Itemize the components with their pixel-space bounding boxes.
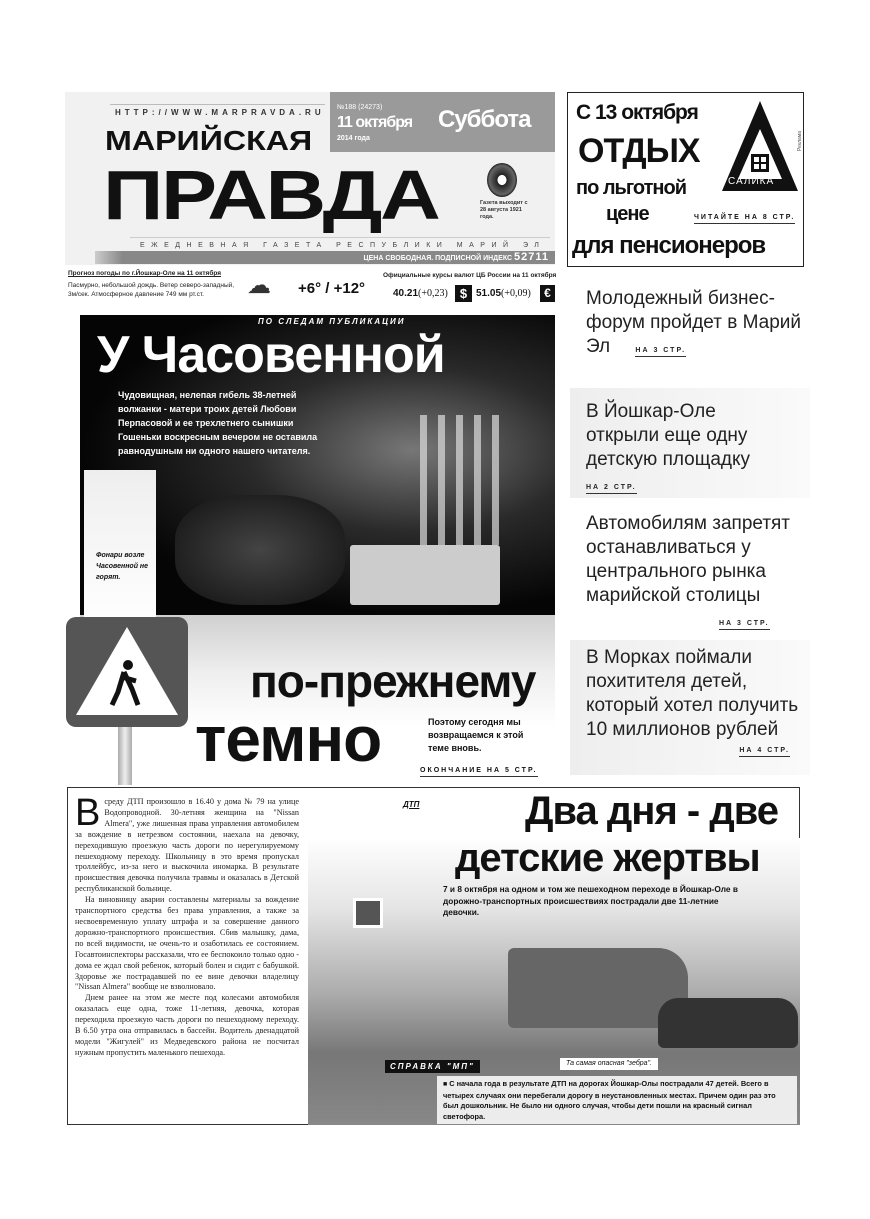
teaser-page[interactable]: НА 3 СТР.: [719, 619, 770, 630]
trees-image: [175, 495, 345, 605]
temperature: +6° / +12°: [298, 280, 366, 297]
truck-image: [350, 545, 500, 605]
dollar-icon: $: [455, 285, 472, 302]
weather-heading: Прогноз погоды по г.Йошкар-Оле на 11 октября: [68, 270, 222, 277]
lead-continued-link[interactable]: ОКОНЧАНИЕ НА 5 СТР.: [420, 766, 538, 777]
article-headline[interactable]: Два дня - две: [525, 789, 779, 833]
lead-headline-3[interactable]: темно: [195, 703, 382, 775]
issue-date: 11 октября: [337, 114, 413, 131]
teaser[interactable]: [570, 512, 810, 632]
lead-intro: Чудовищная, нелепая гибель 38-летней волжанки - матери троих детей Любови Перпасовой и ее трехлетнего сынишки Гошеньки воскресным вечером не оставила равнодушным ни одного нашего читателя.: [118, 390, 318, 456]
article-paragraph: среду ДТП произошло в 16.40 у дома № 79 на улице Водопроводной. 30-летняя женщина на "Nissan Almera", уже лишенная права управления автомобилем за вождение в нетрезвом состоянии, наехала на девочку, переходившую проезжую часть дороги по нерегулируемому пешеходному переходу. Школьницу в это время пропускал троллейбус, из-за него и выскочила иномарка. В результате происшествия девочка получила травмы и оказалась в Детской республиканской больнице.: [75, 797, 299, 894]
teaser[interactable]: [570, 388, 810, 498]
price-bar: [95, 251, 555, 264]
article-rubric: ДТП: [403, 800, 420, 809]
teaser-text: Автомобилям запретят останавливаться у центрального рынка марийской столицы: [586, 513, 791, 606]
tagline: ЕЖЕДНЕВНАЯ ГАЗЕТА РЕСПУБЛИКИ МАРИЙ ЭЛ: [140, 242, 546, 249]
order-emblem-icon: [487, 163, 517, 197]
note-label: СПРАВКА "МП": [385, 1060, 480, 1073]
ad-line3: по льготной: [576, 177, 687, 199]
teaser-page[interactable]: НА 2 СТР.: [586, 483, 637, 494]
drop-cap: В: [75, 792, 101, 834]
info-note: ■ С начала года в результате ДТП на дорогах Йошкар-Олы пострадали 47 детей. Всего в четырех случаях они перебегали дорогу в неустановленных местах. Причем один раз это был дошкольник. Не было ни одного случая, чтобы дети пошли на красный сигнал светофора.: [437, 1076, 797, 1124]
teaser-text: Молодежный бизнес-форум пройдет в Марий Эл: [586, 288, 801, 357]
note-text: С начала года в результате ДТП на дорогах Йошкар-Олы пострадали 47 детей. Всего в четырех случаях они перебегали дорогу в неустановленных местах. Причем один раз это был дошкольник. Не было ни одного случая, чтобы дети пошли на красный сигнал светофора.: [443, 1079, 776, 1121]
divider: [110, 104, 325, 105]
eur-rate: 51.05: [476, 288, 502, 299]
ad-line5: для пенсионеров: [572, 232, 766, 259]
teaser-page[interactable]: НА 3 СТР.: [635, 346, 686, 357]
photo-caption: Фонари возле Часовенной не горят.: [96, 552, 149, 581]
price-text: ЦЕНА СВОБОДНАЯ. ПОДПИСНОЙ ИНДЕКС: [363, 255, 513, 262]
date-box: [330, 92, 555, 152]
ad-label: Реклама: [797, 130, 804, 152]
euro-icon: €: [540, 285, 555, 302]
pedestrian-crossing-sign-icon: [66, 617, 188, 727]
article-headline-2[interactable]: детские жертвы: [455, 836, 760, 880]
issue-total: (24273): [358, 104, 383, 111]
weather-text: Пасмурно, небольшой дождь. Ветер северо-западный, 3м/сек. Атмосферное давление 749 мм рт.ст.: [68, 282, 235, 298]
usd-change: (+0,23): [418, 288, 448, 299]
car-image: [658, 998, 798, 1048]
ad-read-more[interactable]: ЧИТАЙТЕ НА 8 СТР.: [694, 213, 795, 224]
divider: [130, 237, 550, 238]
ad-line4: цене: [606, 203, 649, 225]
photo-caption: Та самая опасная "зебра".: [560, 1058, 658, 1070]
title-line2: ПРАВДА: [103, 156, 439, 234]
usd-rate: 40.21: [393, 288, 419, 299]
lead-headline-2[interactable]: по-прежнему: [250, 655, 536, 707]
lead-headline[interactable]: У Часовенной: [97, 326, 445, 384]
teaser[interactable]: [570, 640, 810, 775]
ad-line1: С 13 октября: [576, 101, 698, 124]
site-url[interactable]: HTTP://WWW.MARPRAVDA.RU: [115, 108, 325, 117]
salika-logo-icon: [720, 99, 800, 204]
weekday: Суббота: [438, 106, 531, 133]
lead-subtext: Поэтому сегодня мы возвращаемся к этой теме вновь.: [428, 717, 524, 753]
crossing-sign-icon: [353, 898, 383, 928]
currency-heading: Официальные курсы валют ЦБ России на 11 октября: [383, 272, 557, 279]
issue-year: 2014 года: [337, 135, 370, 142]
candles-image: [420, 415, 510, 545]
title-line1: МАРИЙСКАЯ: [105, 125, 313, 156]
teaser-page[interactable]: НА 4 СТР.: [739, 746, 790, 757]
founded-note: Газета выходит с 28 августа 1921 года.: [480, 200, 528, 220]
lead-rubric: ПО СЛЕДАМ ПУБЛИКАЦИИ: [258, 317, 406, 326]
ad-brand: САЛИКА: [728, 176, 775, 187]
article-intro: 7 и 8 октября на одном и том же пешеходном переходе в Йошкар-Оле в дорожно-транспортных происшествиях пострадали две 11-летние девочки.: [443, 884, 738, 917]
teaser-text: В Йошкар-Оле открыли еще одну детскую площадку: [586, 401, 751, 470]
article-body: [75, 792, 299, 1059]
eur-change: (+0,09): [501, 288, 531, 299]
rain-cloud-icon: ☁: [247, 272, 271, 299]
streetlamp-photo: [84, 470, 156, 625]
issue-number: №188: [337, 104, 357, 111]
article-paragraph: Днем ранее на этом же месте под колесами автомобиля оказалась еще одна, тоже 11-летняя, девочка, которая переходила проезжую часть дороги по пешеходному переходу. В 6.50 утра она отправилась в бассейн. Водитель двенадцатой модели "Жигулей" из Медведевского района не посчитал нужным пропустить маленького пешехода.: [75, 993, 299, 1057]
subscription-index: 52711: [514, 251, 549, 263]
ad-line2: ОТДЫХ: [578, 132, 700, 170]
advertisement[interactable]: [567, 92, 804, 267]
teaser-text: В Морках поймали похитителя детей, который хотел получить 10 миллионов рублей: [586, 647, 799, 740]
article-paragraph: На виновницу аварии составлены материалы за вождение транспортного средства без права управления, а также за несвоевременную уплату штрафа и за совершение данного дорожно-транспортного происшествия. Сбив малышку, дама, по всей видимости, не очень-то и озаботилась ее состоянием. Госавтоинспекторы рассказали, что ее беспокоило только одно - дома ее ждал свой ребенок, который болен и сидит с бабушкой. Здоровье же пострадавшей по ее вине девочки владелицу "Nissan Almera" вообще не взволновало.: [75, 895, 299, 992]
teaser[interactable]: [570, 287, 810, 359]
